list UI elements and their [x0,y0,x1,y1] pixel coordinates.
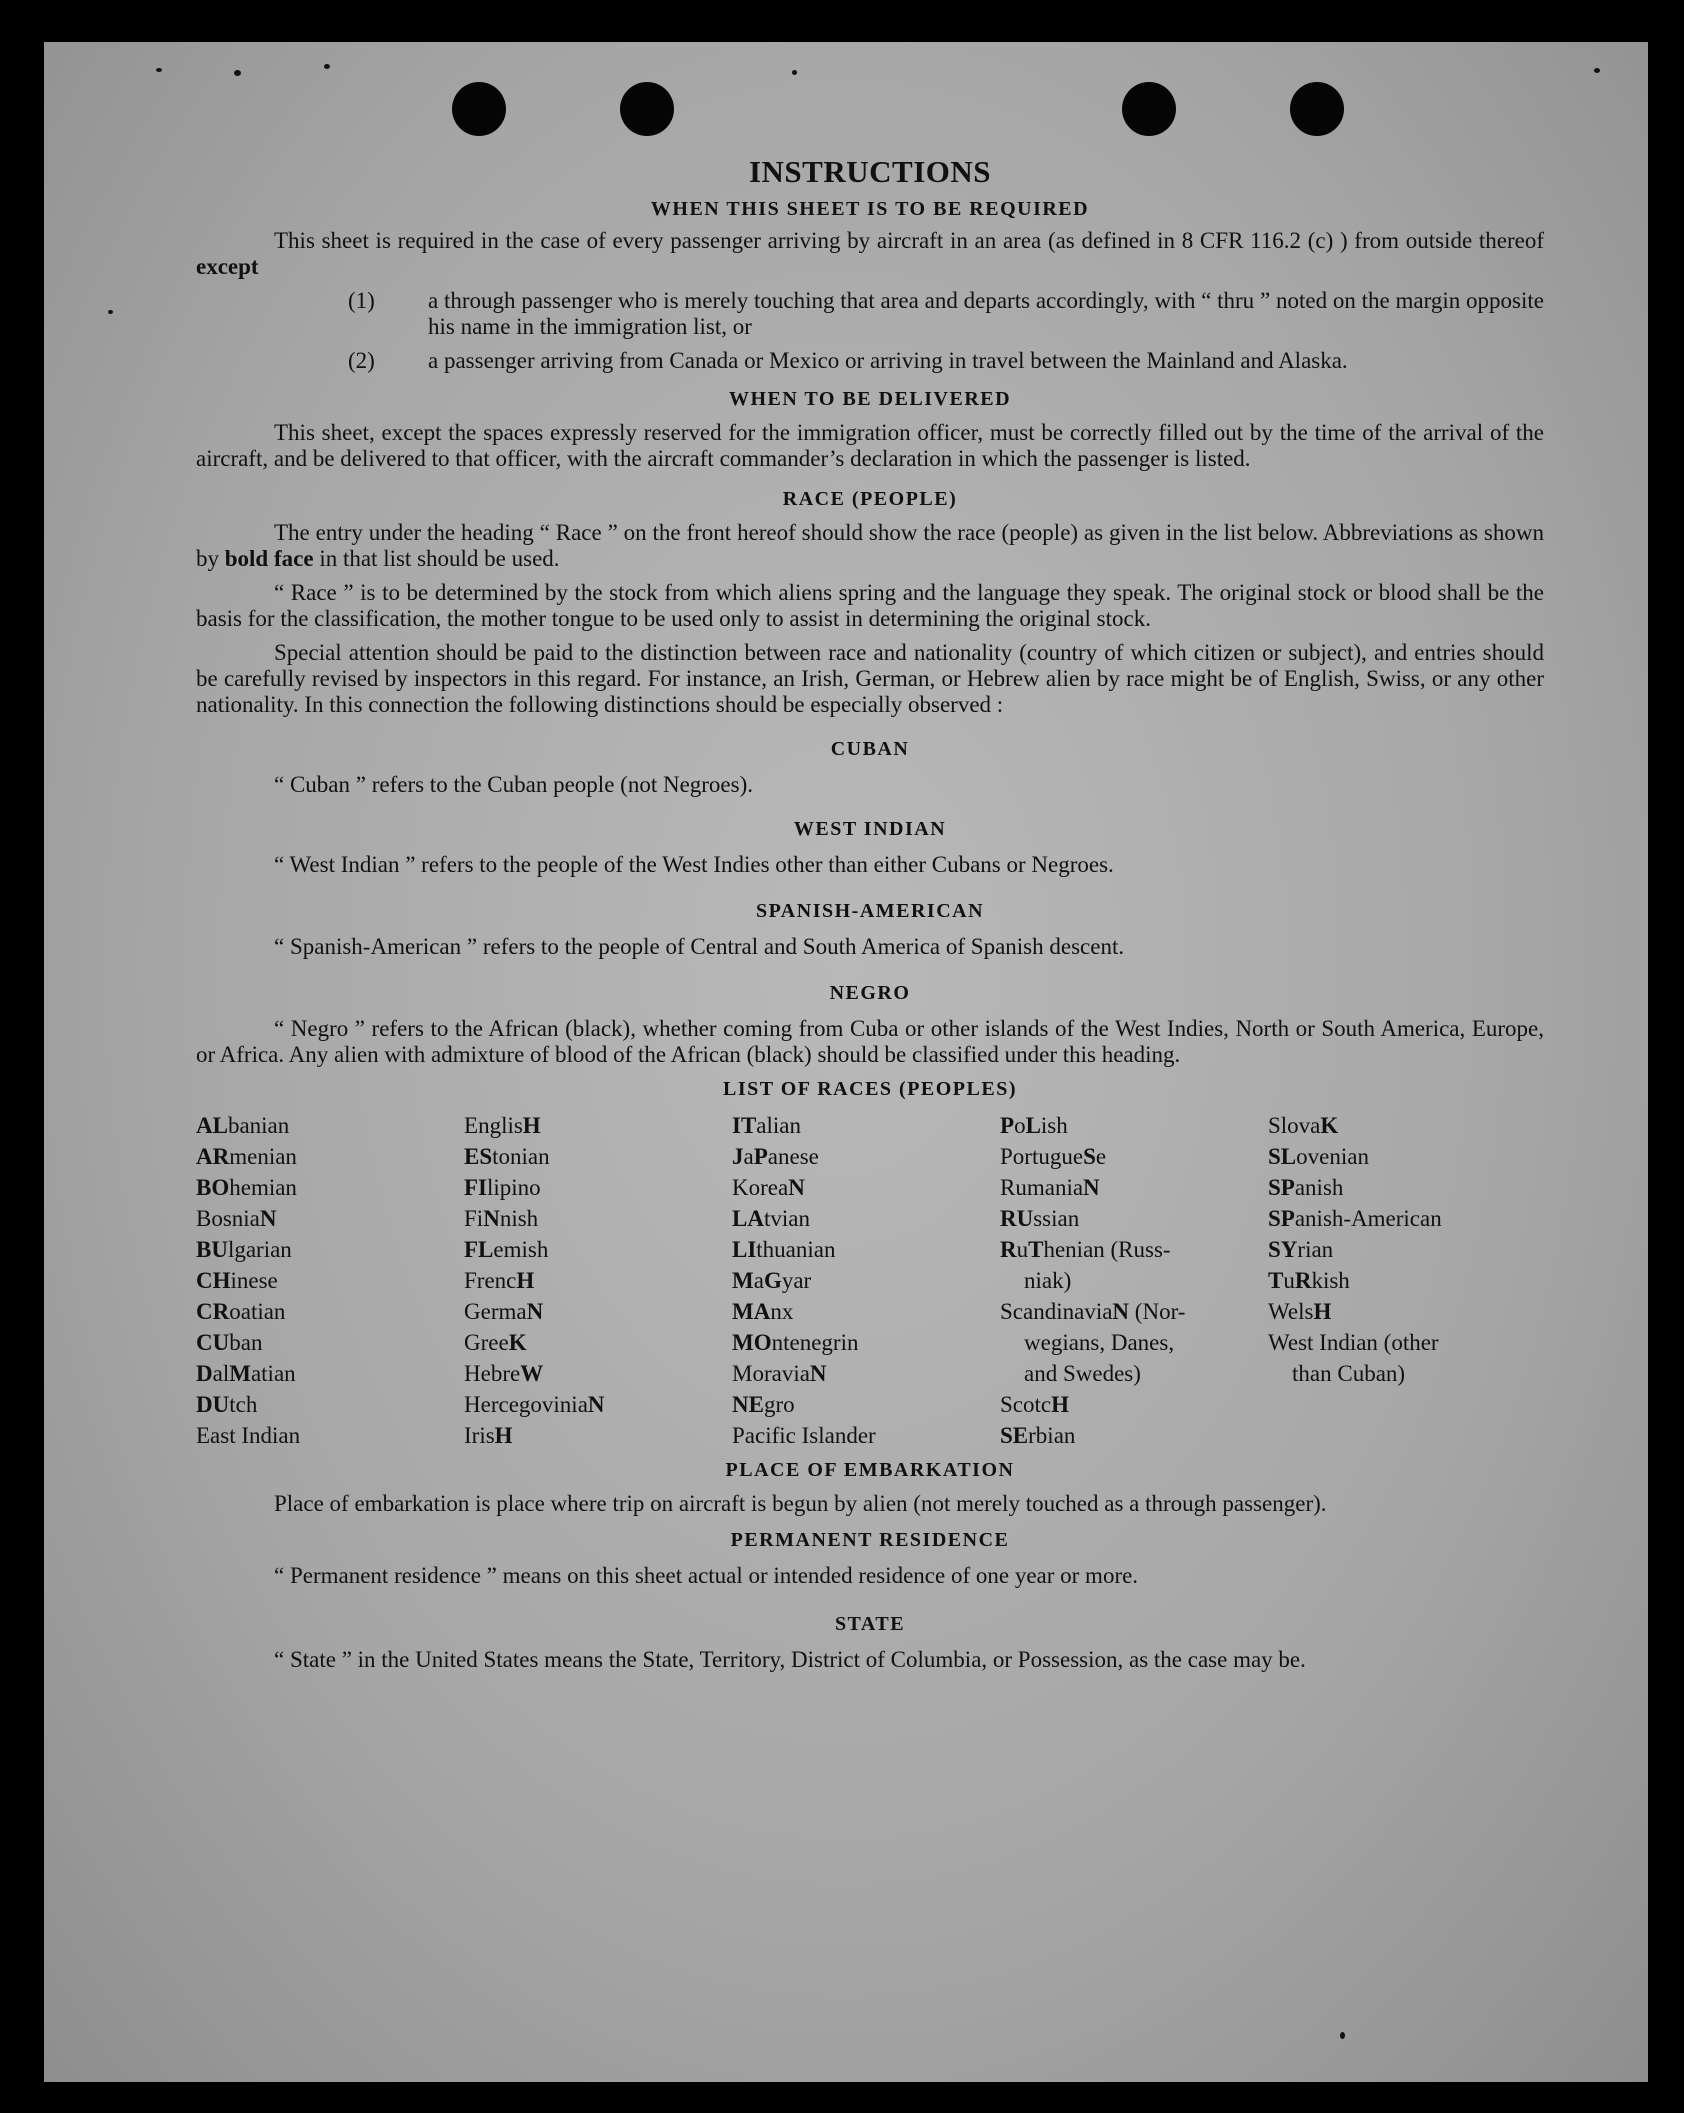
race-text: atian [250,1361,296,1386]
race-entry [196,1172,464,1203]
required-item-2 [196,348,1544,374]
race-entry [464,1234,732,1265]
race-abbrev: N [483,1206,500,1231]
race-text: H [464,1361,481,1386]
race-column [732,1110,1000,1451]
race-abbrev: FL [464,1237,494,1262]
race-entry [1268,1265,1488,1296]
delivered-text: This sheet, except the spaces expressly reserved for the immigration officer, must be correctly filled out by the time of the arrival of the aircraft, and be delivered to that officer, with the aircraft commander’s declaration in which the passenger is listed. [196,420,1544,471]
race-text: kish [1311,1268,1350,1293]
race-text: anese [767,1144,819,1169]
race-abbrev: M [229,1361,251,1386]
race-entry [196,1327,464,1358]
race-abbrev: SY [1268,1237,1298,1262]
race-entry [1268,1141,1488,1172]
race-abbrev: J [732,1144,744,1169]
race-text: al [212,1361,230,1386]
race-abbrev: SE [1000,1423,1029,1448]
required-text: This sheet is required in the case of every passenger arriving by aircraft in an area (as defined in 8 CFR 116.2 (c) ) from outside thereof [274,228,1544,253]
cuban-text: “ Cuban ” refers to the Cuban people (not Negroes). [274,772,754,797]
speck [108,310,113,314]
race-abbrev: ES [464,1144,493,1169]
race-text: niak) [1024,1268,1072,1293]
race-text: ercegovinia [480,1392,588,1417]
heading-race: RACE (PEOPLE) [782,488,958,510]
race-abbrev: P [1000,1113,1015,1138]
race-text: e [1095,1144,1107,1169]
race-entry [1268,1234,1488,1265]
race-text: oatian [229,1299,286,1324]
race-entry [464,1327,732,1358]
race-entry [732,1389,1000,1420]
race-text: nish [499,1206,539,1231]
race-entry [732,1265,1000,1296]
race-text: rian [1297,1237,1334,1262]
heading-west-indian: WEST INDIAN [793,818,947,840]
race-abbrev: T [1028,1237,1044,1262]
race-text: tvian [763,1206,810,1231]
document-sheet [44,42,1648,2082]
race-text: ree [480,1330,509,1355]
race-text: G [464,1330,481,1355]
heading-delivered: WHEN TO BE DELIVERED [728,388,1012,410]
race-entry [464,1141,732,1172]
race-text: o [1014,1113,1026,1138]
heading-negro: NEGRO [829,982,911,1004]
race-paragraph-2: “ Race ” is to be determined by the stock from which aliens spring and the language they speak. The original stock or blood shall be the basis for the classification, the mother tongue to be used only to assist in determining the original stock. [196,580,1544,631]
race-entry [732,1172,1000,1203]
race-text: M [732,1361,753,1386]
heading-races-list: LIST OF RACES (PEOPLES) [722,1078,1017,1100]
race-text: candinavia [1012,1299,1113,1324]
race-abbrev: BU [196,1237,228,1262]
race-text: renc [476,1268,517,1293]
race-entry [732,1110,1000,1141]
race-abbrev: N [526,1299,544,1324]
race-paragraph-3: Special attention should be paid to the distinction between race and nationality (country of which citizen or subject), and entries should be carefully revised by inspectors in this regard. For instance, an Irish, German, or Hebrew alien by race might be of English, Swiss, or any other nationality. In this connection the following distinctions should be especially observed : [196,640,1544,717]
race-text: lipino [487,1175,541,1200]
race-text: lgarian [227,1237,292,1262]
race-text: ovenian [1296,1144,1369,1169]
race-text: anish-American [1294,1206,1442,1231]
race-text: emish [493,1237,549,1262]
race-entry [464,1265,732,1296]
race-text: anish [1294,1175,1344,1200]
race-entry [1268,1296,1488,1327]
race-paragraph-1 [196,520,1544,572]
race-text: erma [480,1299,527,1324]
race-text: East Indian [196,1423,301,1448]
race-entry [1000,1172,1268,1203]
race-text: S [1000,1392,1013,1417]
punch-hole [1290,82,1344,136]
race-abbrev: CU [196,1330,230,1355]
race-text: (Nor- [1129,1299,1186,1324]
race-abbrev: N [788,1175,805,1200]
race-entry [196,1203,464,1234]
required-except: except [196,254,259,279]
race-entry [196,1110,464,1141]
race-text: E [464,1113,479,1138]
race-text: and Swedes) [1024,1361,1141,1386]
race-text: G [464,1299,481,1324]
spanish-american-text: “ Spanish-American ” refers to the people of Central and South America of Spanish descent. [274,934,1125,959]
race-abbrev: DU [196,1392,230,1417]
race-abbrev: H [522,1113,541,1138]
race-entry [732,1141,1000,1172]
embarkation-text: Place of embarkation is place where trip on aircraft is begun by alien (not merely touched as a through passenger). [274,1491,1327,1516]
race-text: F [464,1268,477,1293]
race-entry [464,1110,732,1141]
race-abbrev: K [508,1330,527,1355]
race-abbrev: CR [196,1299,230,1324]
item-number: (2) [348,348,375,373]
race-column [1000,1110,1268,1451]
race-text: yar [781,1268,812,1293]
negro-text: “ Negro ” refers to the African (black), whether coming from Cuba or other islands of the West Indies, North or South America, Europe, or Africa. Any alien with admixture of blood of the African (black) should be classified under this heading. [196,1016,1544,1067]
race-abbrev: H [1051,1392,1069,1417]
race-entry [464,1389,732,1420]
race-text: henian (Russ- [1043,1237,1171,1262]
state-text: “ State ” in the United States means the State, Territory, District of Columbia, or Possession, as the case may be. [274,1647,1306,1672]
race-abbrev: AL [196,1113,228,1138]
race-text: wegians, Danes, [1024,1330,1175,1355]
race-entry [1000,1358,1268,1389]
race-abbrev: FI [464,1175,487,1200]
heading-state: STATE [834,1613,906,1635]
race-entry [464,1296,732,1327]
race-text: W [1268,1299,1288,1324]
race-entry [1000,1265,1268,1296]
race-abbrev: LA [732,1206,764,1231]
required-item-1 [196,288,1544,340]
race-abbrev: IT [732,1113,757,1138]
race-entry [464,1358,732,1389]
race-entry [464,1203,732,1234]
race-text: Pacific Islander [732,1423,876,1448]
page-title: INSTRUCTIONS [748,154,991,189]
race-text: ris [471,1423,495,1448]
race-entry [196,1358,464,1389]
race-entry [732,1420,1000,1451]
race-column [464,1110,732,1451]
speck [792,70,797,75]
race-text: nglis [478,1113,523,1138]
race-text: S [1268,1113,1281,1138]
race-abbrev: N [1083,1175,1100,1200]
race-abbrev: T [1268,1268,1284,1293]
race-text: alian [756,1113,801,1138]
race-text: hemian [229,1175,297,1200]
race-abbrev: G [763,1268,782,1293]
race-entry [196,1265,464,1296]
race-text: gro [763,1392,795,1417]
item-text: a passenger arriving from Canada or Mexico or arriving in travel between the Mainland and Alaska. [428,348,1348,373]
race-text: cotc [1012,1392,1052,1417]
race-text: ntenegrin [771,1330,859,1355]
race-abbrev: H [516,1268,535,1293]
heading-cuban: CUBAN [830,738,910,760]
race-entry [1000,1327,1268,1358]
race-abbrev: S [1083,1144,1096,1169]
race-column [196,1110,464,1451]
race-abbrev: AR [196,1144,230,1169]
race-text: ban [229,1330,263,1355]
speck [1594,68,1600,73]
race-entry [196,1389,464,1420]
race-text: rbian [1028,1423,1076,1448]
race-text: els [1287,1299,1314,1324]
race-text: I [464,1423,472,1448]
race-abbrev: MO [732,1330,772,1355]
race-entry [732,1358,1000,1389]
speck [324,64,330,69]
race-text: inese [230,1268,278,1293]
race-entry [196,1296,464,1327]
race-text: a [743,1144,754,1169]
race-abbrev: K [1320,1113,1339,1138]
required-paragraph [196,228,1544,280]
race-entry [1268,1327,1488,1358]
race-text: ortugue [1012,1144,1084,1169]
race-text: a [753,1268,764,1293]
race-abbrev: H [494,1423,513,1448]
race-text: K [732,1175,749,1200]
race-abbrev: P [753,1144,768,1169]
race-abbrev: CH [196,1268,231,1293]
race-entry [1000,1420,1268,1451]
race-text: West Indian (other [1268,1330,1439,1355]
speck [1340,2032,1345,2039]
race-entry [196,1234,464,1265]
race-text: tonian [492,1144,550,1169]
race-text: S [1000,1299,1013,1324]
race-text: ish [1040,1113,1068,1138]
race-entry [196,1141,464,1172]
race-text: P [1000,1144,1013,1169]
punch-hole [452,82,506,136]
race-entry [1000,1110,1268,1141]
race-abbrev: D [196,1361,213,1386]
race-text: oravia [752,1361,810,1386]
race-p1-start: The entry under the heading “ Race ” on the front hereof should show the race (people) as given in the list below. Abbreviations as shown by [196,520,1544,571]
heading-permanent-residence: PERMANENT RESIDENCE [730,1529,1010,1551]
race-column [1268,1110,1488,1451]
race-abbrev: H [1313,1299,1332,1324]
race-text: umania [1015,1175,1084,1200]
race-entry [732,1327,1000,1358]
race-abbrev: N [259,1206,277,1231]
race-entry [1000,1203,1268,1234]
race-entry [1000,1296,1268,1327]
race-abbrev: BO [196,1175,230,1200]
race-list-grid [196,1110,1544,1451]
race-abbrev: L [1025,1113,1041,1138]
west-indian-text: “ West Indian ” refers to the people of the West Indies other than either Cubans or Negroes. [274,852,1114,877]
race-p1-bold: bold face [224,546,314,571]
race-abbrev: R [1294,1268,1312,1293]
race-text: u [1016,1237,1029,1262]
speck [234,70,241,76]
race-entry [1000,1141,1268,1172]
heading-required: WHEN THIS SHEET IS TO BE REQUIRED [650,198,1090,220]
race-abbrev: N [587,1392,605,1417]
race-entry [1000,1389,1268,1420]
race-entry [732,1296,1000,1327]
race-abbrev: W [520,1361,544,1386]
race-abbrev: R [1000,1237,1017,1262]
race-p1-end: in that list should be used. [319,546,560,571]
race-entry [732,1234,1000,1265]
race-text: banian [227,1113,290,1138]
race-text: nx [770,1299,794,1324]
punch-hole [1122,82,1176,136]
item-number: (1) [348,288,375,313]
race-text: lova [1280,1113,1321,1138]
residence-text: “ Permanent residence ” means on this sheet actual or intended residence of one year or more. [274,1563,1139,1588]
race-text: osnia [211,1206,260,1231]
race-entry [464,1172,732,1203]
race-text: menian [229,1144,297,1169]
race-text: thuanian [756,1237,836,1262]
race-text: B [196,1206,212,1231]
race-text: H [464,1392,481,1417]
race-text: than Cuban) [1292,1361,1406,1386]
race-abbrev: SP [1268,1175,1295,1200]
race-text: tch [229,1392,258,1417]
race-entry [464,1420,732,1451]
heading-spanish-american: SPANISH-AMERICAN [755,900,985,922]
race-text: i [476,1206,484,1231]
race-entry [1268,1172,1488,1203]
race-abbrev: MA [732,1299,771,1324]
race-abbrev: N [809,1361,827,1386]
race-text: ebre [480,1361,521,1386]
race-entry [1268,1110,1488,1141]
race-text: R [1000,1175,1016,1200]
instructions-content [196,154,1544,1673]
speck [156,68,162,72]
race-abbrev: N [1112,1299,1130,1324]
race-entry [196,1420,464,1451]
race-entry [732,1203,1000,1234]
race-entry [1268,1203,1488,1234]
race-abbrev: SL [1268,1144,1297,1169]
heading-embarkation: PLACE OF EMBARKATION [725,1459,1015,1481]
race-text: ssian [1033,1206,1080,1231]
race-text: F [464,1206,477,1231]
race-abbrev: M [732,1268,754,1293]
punch-hole [620,82,674,136]
race-entry [1000,1234,1268,1265]
race-abbrev: LI [732,1237,757,1262]
race-text: orea [748,1175,789,1200]
race-abbrev: RU [1000,1206,1034,1231]
race-abbrev: SP [1268,1206,1295,1231]
race-abbrev: NE [732,1392,764,1417]
race-text: u [1283,1268,1295,1293]
race-entry [1268,1358,1488,1389]
item-text: a through passenger who is merely touching that area and departs accordingly, with “ thru ” noted on the margin opposite his name in the immigration list, or [428,288,1544,339]
